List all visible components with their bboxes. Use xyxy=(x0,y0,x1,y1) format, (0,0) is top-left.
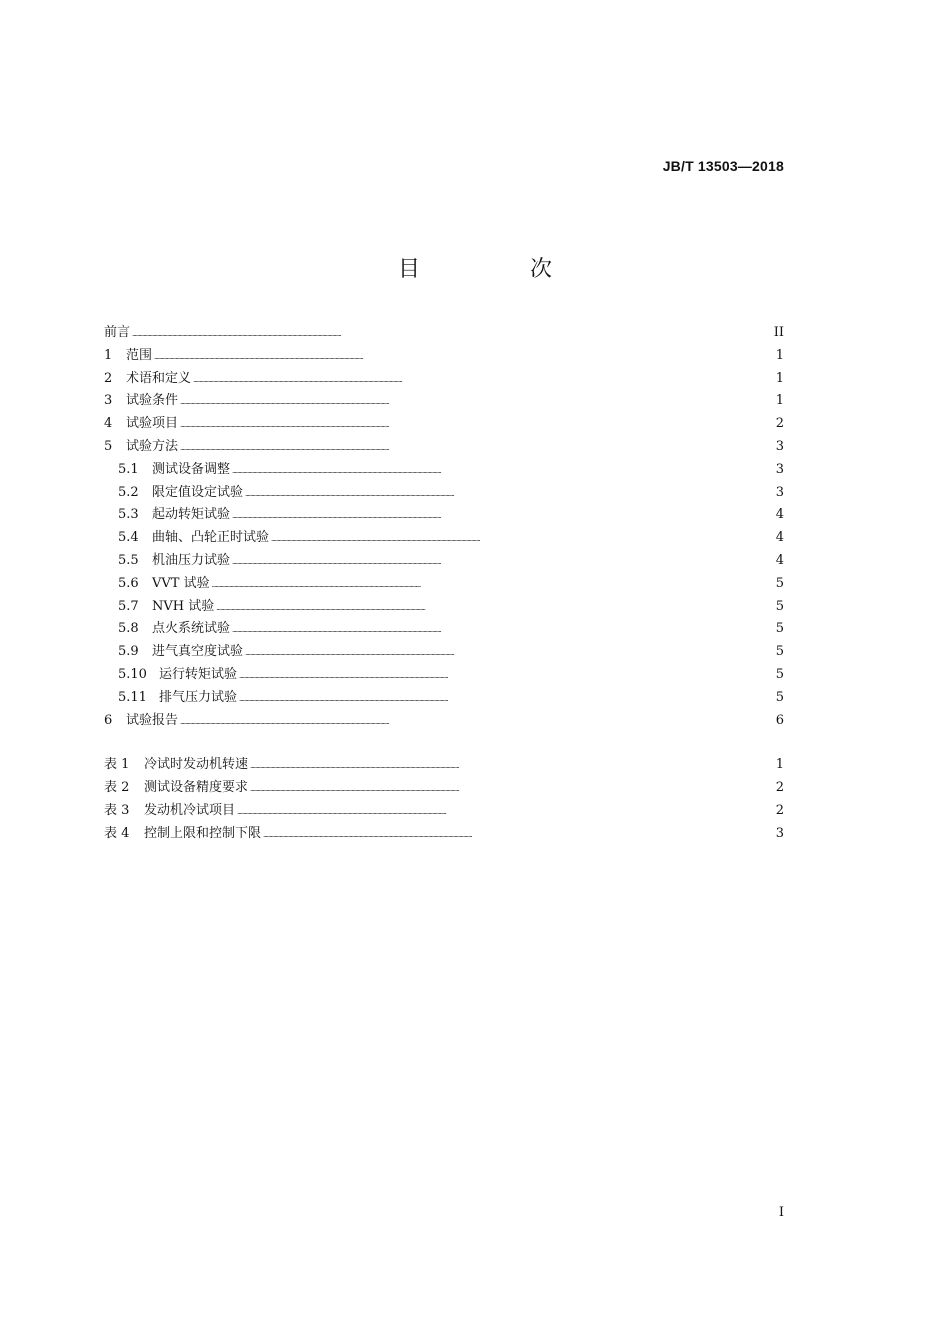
entry-number: 表 1 xyxy=(104,757,130,773)
entry-label: 曲轴、凸轮正时试验 xyxy=(152,530,270,546)
dot-leader xyxy=(132,322,772,345)
entry-page-number: 3 xyxy=(775,825,784,841)
entry-number: 5.2 xyxy=(118,484,139,500)
dot-leader xyxy=(180,390,774,413)
entry-page-number: 3 xyxy=(775,438,784,454)
dot-leader xyxy=(250,777,774,800)
entry-page-number: 2 xyxy=(775,780,784,796)
entry-page-number: 2 xyxy=(775,416,784,432)
entry-number: 4 xyxy=(104,416,113,432)
toc-section-list xyxy=(104,322,784,732)
entry-page-number: 5 xyxy=(775,621,784,637)
dot-leader xyxy=(180,436,774,459)
entry-label: 机油压力试验 xyxy=(152,552,231,568)
toc-table-entry[interactable] xyxy=(104,800,784,823)
dot-leader xyxy=(193,368,774,391)
entry-page-number: II xyxy=(773,325,784,340)
entry-number: 5.3 xyxy=(118,507,139,523)
dot-leader xyxy=(271,527,774,550)
dot-leader xyxy=(239,687,774,710)
entry-number: 5.1 xyxy=(118,461,139,477)
toc-entry[interactable] xyxy=(104,573,784,596)
toc-entry[interactable] xyxy=(104,413,784,436)
dot-leader xyxy=(216,596,773,619)
entry-label: 进气真空度试验 xyxy=(152,644,244,660)
entry-label: 试验方法 xyxy=(126,438,179,454)
standard-code: JB/T 13503—2018 xyxy=(662,158,784,174)
entry-number: 6 xyxy=(104,712,113,728)
toc-entry[interactable] xyxy=(104,390,784,413)
entry-page-number: 1 xyxy=(775,370,784,386)
entry-label: 试验报告 xyxy=(126,712,179,728)
entry-label: 冷试时发动机转速 xyxy=(144,757,249,773)
toc-entry[interactable] xyxy=(104,710,784,733)
table-of-contents xyxy=(104,322,784,846)
entry-page-number: 5 xyxy=(775,598,784,614)
entry-number: 5.6 xyxy=(118,575,139,591)
entry-page-number: 3 xyxy=(775,484,784,500)
toc-entry[interactable] xyxy=(104,550,784,573)
toc-table-entry[interactable] xyxy=(104,754,784,777)
dot-leader xyxy=(239,664,774,687)
entry-number: 表 4 xyxy=(104,825,130,841)
entry-label: 限定值设定试验 xyxy=(152,484,244,500)
toc-gap xyxy=(104,732,784,754)
entry-label: 发动机冷试项目 xyxy=(144,802,236,818)
toc-entry[interactable] xyxy=(104,436,784,459)
dot-leader xyxy=(232,459,774,482)
entry-page-number: 2 xyxy=(775,802,784,818)
dot-leader xyxy=(232,550,774,573)
entry-label: 测试设备调整 xyxy=(152,461,231,477)
entry-number: 5.4 xyxy=(118,530,139,546)
entry-number: 1 xyxy=(104,347,113,363)
toc-entry[interactable] xyxy=(104,687,784,710)
toc-table-entry[interactable] xyxy=(104,777,784,800)
dot-leader xyxy=(212,573,774,596)
entry-page-number: 1 xyxy=(775,757,784,773)
entry-page-number: 3 xyxy=(775,461,784,477)
entry-page-number: 5 xyxy=(775,644,784,660)
dot-leader xyxy=(263,823,774,846)
toc-entry[interactable] xyxy=(104,664,784,687)
entry-number: 3 xyxy=(104,393,113,409)
toc-table-list xyxy=(104,754,784,845)
entry-page-number: 4 xyxy=(775,552,784,568)
entry-page-number: 5 xyxy=(775,575,784,591)
toc-entry[interactable] xyxy=(104,345,784,368)
toc-entry[interactable] xyxy=(104,504,784,527)
entry-number: 5.5 xyxy=(118,552,139,568)
page-number: I xyxy=(778,1205,784,1220)
dot-leader xyxy=(232,618,774,641)
dot-leader xyxy=(180,710,774,733)
dot-leader xyxy=(180,413,774,436)
entry-label: 运行转矩试验 xyxy=(159,666,238,682)
entry-label: 试验条件 xyxy=(126,393,179,409)
entry-label: 范围 xyxy=(126,347,153,363)
entry-number: 5.10 xyxy=(118,666,147,682)
entry-label: 点火系统试验 xyxy=(152,621,231,637)
toc-entry[interactable] xyxy=(104,459,784,482)
entry-number: 5 xyxy=(104,438,113,454)
entry-number: 5.8 xyxy=(118,621,139,637)
entry-page-number: 6 xyxy=(775,712,784,728)
dot-leader xyxy=(245,641,774,664)
toc-entry[interactable] xyxy=(104,596,784,619)
entry-page-number: 5 xyxy=(775,666,784,682)
entry-label: VVT 试验 xyxy=(152,575,210,591)
toc-entry[interactable] xyxy=(104,368,784,391)
entry-label: 测试设备精度要求 xyxy=(144,780,249,796)
entry-page-number: 1 xyxy=(775,347,784,363)
entry-number: 5.9 xyxy=(118,644,139,660)
entry-label: 前言 xyxy=(104,325,131,340)
entry-page-number: 1 xyxy=(775,393,784,409)
dot-leader xyxy=(250,754,774,777)
entry-number: 表 2 xyxy=(104,780,130,796)
toc-entry[interactable] xyxy=(104,527,784,550)
toc-entry[interactable] xyxy=(104,322,784,345)
entry-number: 表 3 xyxy=(104,802,130,818)
toc-entry[interactable] xyxy=(104,641,784,664)
entry-label: NVH 试验 xyxy=(152,598,215,614)
entry-number: 5.11 xyxy=(118,689,147,705)
dot-leader xyxy=(232,504,774,527)
entry-label: 控制上限和控制下限 xyxy=(144,825,262,841)
entry-page-number: 4 xyxy=(775,507,784,523)
entry-number: 5.7 xyxy=(118,598,139,614)
entry-label: 术语和定义 xyxy=(126,370,192,386)
toc-title: 目 次 xyxy=(397,257,596,282)
entry-page-number: 5 xyxy=(775,689,784,705)
entry-label: 排气压力试验 xyxy=(159,689,238,705)
entry-number: 2 xyxy=(104,370,113,386)
dot-leader xyxy=(245,482,774,505)
entry-label: 起动转矩试验 xyxy=(152,507,231,523)
entry-label: 试验项目 xyxy=(126,416,179,432)
dot-leader xyxy=(154,345,774,368)
toc-entry[interactable] xyxy=(104,482,784,505)
toc-table-entry[interactable] xyxy=(104,823,784,846)
dot-leader xyxy=(237,800,774,823)
entry-page-number: 4 xyxy=(775,530,784,546)
toc-entry[interactable] xyxy=(104,618,784,641)
